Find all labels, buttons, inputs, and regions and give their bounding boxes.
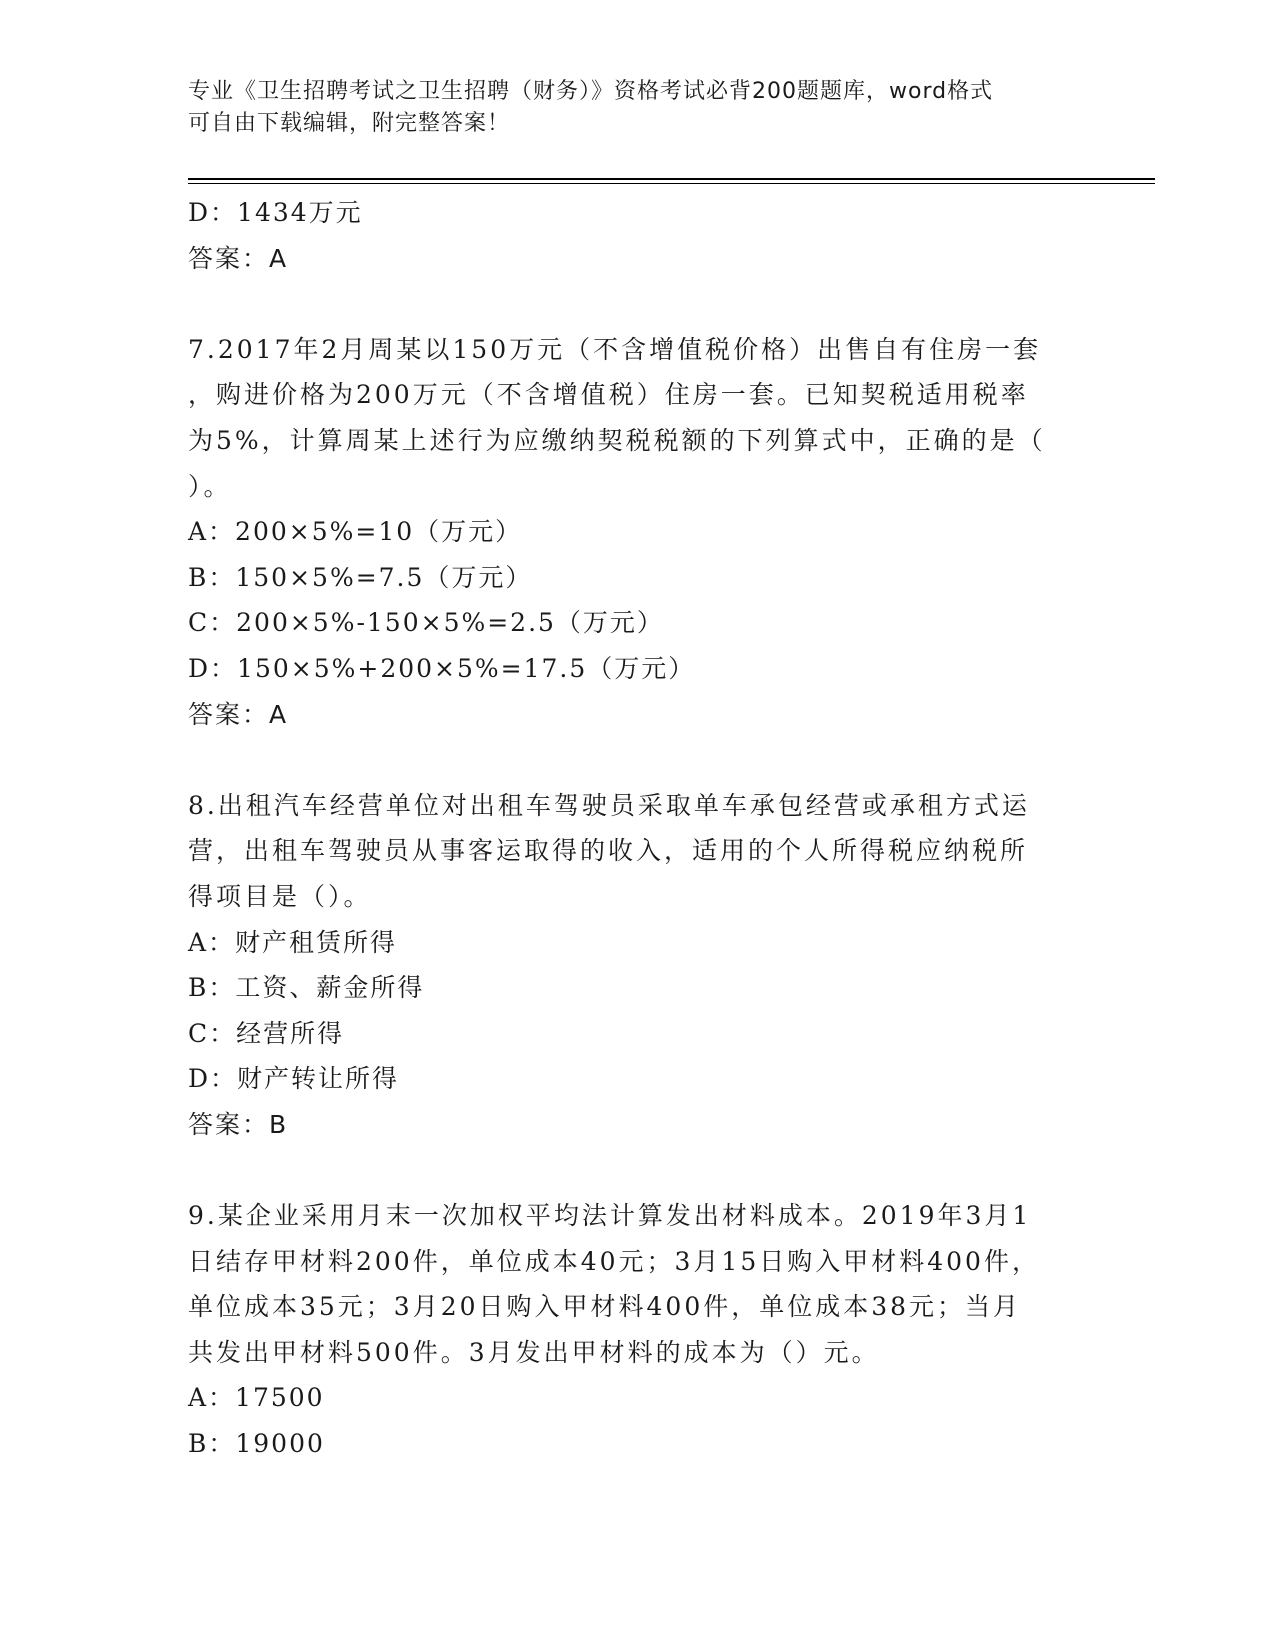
option-b: B：工资、薪金所得 [188,973,425,1003]
answer-line: 答案：A [188,243,289,273]
stem-line: ）。 [188,471,232,501]
answer-line: 答案：A [188,699,289,729]
option-d: D：1434万元 [188,198,363,227]
question-7 [188,327,1068,737]
stem-line: 8.出租汽车经营单位对出租车驾驶员采取单车承包经营或承租方式运 [188,790,1030,820]
question-6-tail [188,190,1068,281]
option-d: D：财产转让所得 [188,1064,400,1094]
spacer [188,1147,1068,1193]
option-b: B：19000 [188,1429,325,1459]
stem-line: 单位成本35元；3月20日购入甲材料400件，单位成本38元；当月 [188,1292,1022,1322]
stem-line: 9.某企业采用月末一次加权平均法计算发出材料成本。2019年3月1 [188,1201,1032,1231]
spacer [188,737,1068,783]
stem-line: 7.2017年2月周某以150万元（不含增值税价格）出售自有住房一套 [188,334,1042,364]
header-line-1: 专业《卫生招聘考试之卫生招聘（财务）》资格考试必背200题题库，word格式 [188,79,994,104]
question-stem [188,783,1068,920]
header-divider-thin [188,183,1155,184]
spacer [188,281,1068,327]
header-divider-thick [188,178,1155,180]
option-a: A：17500 [188,1383,325,1413]
option-c: C：经营所得 [188,1018,345,1048]
stem-line: 共发出甲材料500件。3月发出甲材料的成本为（）元。 [188,1337,880,1367]
option-b: B：150×5%=7.5（万元） [188,562,533,592]
question-stem [188,327,1068,509]
stem-line: 日结存甲材料200件，单位成本40元；3月15日购入甲材料400件， [188,1246,1040,1276]
question-8 [188,783,1068,1148]
header-line-2: 可自由下载编辑，附完整答案！ [188,111,511,136]
question-9 [188,1193,1068,1467]
option-d: D：150×5%+200×5%=17.5（万元） [188,653,696,683]
stem-line: 为5%，计算周某上述行为应缴纳契税税额的下列算式中，正确的是（ [188,425,1046,455]
question-stem [188,1193,1068,1375]
stem-line: 营，出租车驾驶员从事客运取得的收入，适用的个人所得税应纳税所 [188,836,1029,866]
stem-line: ，购进价格为200万元（不含增值税）住房一套。已知契税适用税率 [188,380,1029,410]
option-a: A：200×5%=10（万元） [188,517,523,547]
stem-line: 得项目是（）。 [188,881,372,911]
document-body [188,190,1068,1467]
option-c: C：200×5%-150×5%=2.5（万元） [188,608,664,638]
document-header [188,76,1068,140]
answer-line: 答案：B [188,1109,289,1139]
option-a: A：财产租赁所得 [188,927,398,957]
